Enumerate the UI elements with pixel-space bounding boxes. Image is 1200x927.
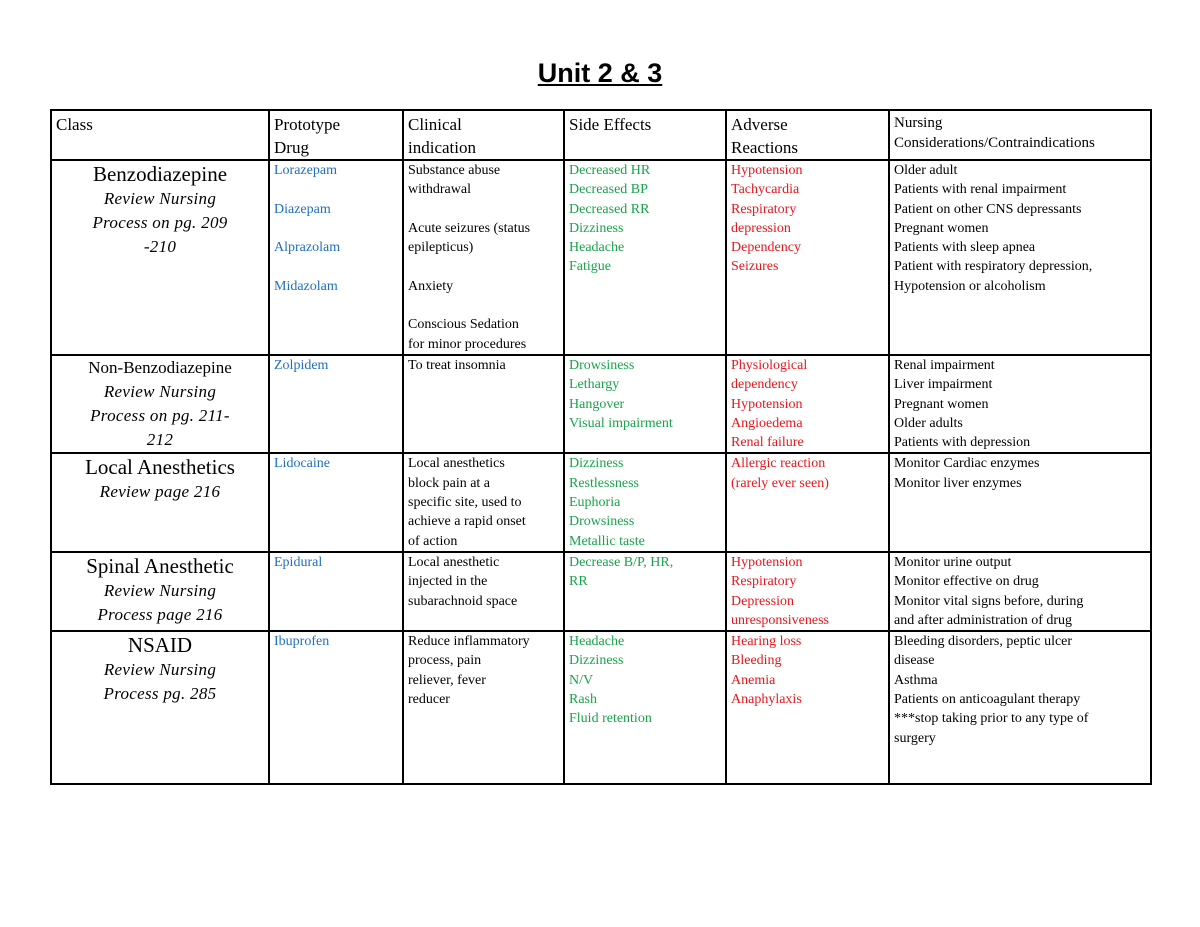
page-title: Unit 2 & 3: [537, 58, 663, 88]
cell-line: achieve a rapid onset: [408, 514, 526, 530]
cell-line: Renal failure: [731, 435, 804, 451]
cell-line: Local anesthetics: [408, 456, 505, 472]
header-clinical: Clinical indication: [403, 110, 564, 160]
cell-line: Patients on anticoagulant therapy: [894, 692, 1081, 708]
cell-line: disease: [894, 653, 935, 669]
cell-line: Bleeding disorders, peptic ulcer: [894, 634, 1073, 650]
cell-line: Dizziness: [569, 220, 624, 236]
cell-line: Headache: [569, 240, 625, 256]
table-row: [51, 355, 1151, 453]
cell-line: Dizziness: [569, 456, 624, 472]
cell-line: injected in the: [408, 574, 488, 590]
side-effects-cell: [564, 355, 726, 453]
cell-line: Headache: [569, 634, 625, 650]
prototype-cell: [269, 160, 403, 355]
cell-line: Rash: [569, 692, 597, 708]
cell-line: Monitor effective on drug: [894, 574, 1039, 590]
cell-line: Hypotension: [731, 396, 803, 412]
nursing-cell: [889, 453, 1151, 551]
header-row: [51, 110, 1151, 160]
header-side-effects: Side Effects: [564, 110, 726, 160]
class-cell: Local Anesthetics Review page 216: [51, 453, 269, 551]
cell-line: Decreased HR: [569, 163, 651, 178]
cell-line: Physiological: [731, 357, 808, 373]
cell-line: Monitor liver enzymes: [894, 475, 1022, 491]
cell-line: Hangover: [569, 396, 625, 412]
cell-line: Monitor urine output: [894, 554, 1012, 570]
prototype-cell: [269, 355, 403, 453]
nursing-cell: [889, 552, 1151, 631]
cell-line: Patients with renal impairment: [894, 182, 1067, 198]
cell-line: Euphoria: [569, 495, 621, 511]
cell-line: RR: [569, 574, 588, 590]
cell-line: Patients with sleep apnea: [894, 240, 1036, 256]
cell-line: Decreased BP: [569, 182, 648, 198]
cell-line: Reduce inflammatory: [408, 634, 530, 650]
adverse-cell: [726, 160, 889, 355]
cell-line: reducer: [408, 692, 450, 708]
cell-line: Restlessness: [569, 475, 639, 491]
cell-line: Hypotension: [731, 163, 803, 178]
table-row: [51, 631, 1151, 784]
side-effects-cell: [564, 453, 726, 551]
table-row: [51, 160, 1151, 355]
cell-line: Older adult: [894, 163, 958, 178]
class-cell: Spinal Anesthetic Review Nursing Process page 216: [51, 552, 269, 631]
cell-line: Seizures: [731, 259, 779, 275]
cell-line: Anemia: [731, 672, 776, 688]
drug-name: Midazolam: [274, 278, 338, 294]
adverse-cell: [726, 453, 889, 551]
cell-line: Fatigue: [569, 259, 611, 275]
cell-line: Bleeding: [731, 653, 782, 669]
cell-line: Lethargy: [569, 377, 620, 393]
cell-line: Fluid retention: [569, 711, 652, 727]
cell-line: Epidural: [274, 554, 323, 570]
cell-line: Monitor vital signs before, during: [894, 593, 1084, 609]
cell-line: Asthma: [894, 672, 938, 688]
drug-name: Alprazolam: [274, 240, 341, 256]
class-cell: Non-Benzodiazepine Review Nursing Process on pg. 211- 212: [51, 355, 269, 453]
cell-line: Tachycardia: [731, 182, 800, 198]
cell-line: Pregnant women: [894, 220, 989, 236]
side-effects-cell: [564, 552, 726, 631]
cell-line: Renal impairment: [894, 357, 995, 373]
header-adverse: Adverse Reactions: [726, 110, 889, 160]
cell-line: Dizziness: [569, 653, 624, 669]
adverse-cell: [726, 631, 889, 784]
drug-name: Lorazepam: [274, 163, 337, 178]
cell-line: Liver impairment: [894, 377, 993, 393]
cell-line: Patients with depression: [894, 435, 1031, 451]
cell-line: Allergic reaction: [731, 456, 826, 472]
cell-line: Drowsiness: [569, 514, 635, 530]
cell-line: (rarely ever seen): [731, 475, 829, 491]
table-row: [51, 552, 1151, 631]
cell-line: Respiratory: [731, 201, 797, 217]
cell-line: of action: [408, 533, 458, 549]
cell-line: Drowsiness: [569, 357, 635, 373]
class-cell: Benzodiazepine Review Nursing Process on pg. 209 -210: [51, 160, 269, 355]
cell-line: and after administration of drug: [894, 612, 1073, 628]
cell-line: Hearing loss: [731, 634, 802, 650]
clinical-cell: [403, 631, 564, 784]
cell-line: depression: [731, 220, 791, 236]
cell-line: Depression: [731, 593, 794, 609]
cell-line: Monitor Cardiac enzymes: [894, 456, 1040, 472]
header-nursing: Nursing Considerations/Contraindications: [889, 110, 1151, 160]
adverse-cell: [726, 355, 889, 453]
cell-line: specific site, used to: [408, 495, 522, 511]
cell-line: block pain at a: [408, 475, 491, 491]
cell-line: subarachnoid space: [408, 593, 518, 609]
cell-line: Pregnant women: [894, 396, 989, 412]
cell-line: Hypotension: [731, 554, 803, 570]
nursing-cell: [889, 355, 1151, 453]
prototype-cell: [269, 453, 403, 551]
cell-line: dependency: [731, 377, 798, 393]
side-effects-cell: [564, 160, 726, 355]
cell-line: Metallic taste: [569, 533, 645, 549]
drug-table: [50, 109, 1152, 785]
table-row: [51, 453, 1151, 551]
cell-line: Hypotension or alcoholism: [894, 278, 1046, 294]
cell-line: reliever, fever: [408, 672, 486, 688]
cell-line: process, pain: [408, 653, 482, 669]
adverse-cell: [726, 552, 889, 631]
cell-line: Local anesthetic: [408, 554, 500, 570]
side-effects-cell: [564, 631, 726, 784]
cell-line: Dependency: [731, 240, 801, 256]
clinical-cell: Substance abuse withdrawal Acute seizures (status epilepticus) Anxiety Conscious Sedation for minor procedures: [403, 160, 564, 355]
cell-line: surgery: [894, 730, 936, 746]
cell-line: Patient on other CNS depressants: [894, 201, 1082, 217]
nursing-cell: [889, 160, 1151, 355]
prototype-cell: [269, 631, 403, 784]
nursing-cell: [889, 631, 1151, 784]
header-prototype: Prototype Drug: [269, 110, 403, 160]
cell-line: Lidocaine: [274, 456, 330, 472]
clinical-cell: [403, 355, 564, 453]
class-cell: NSAID Review Nursing Process pg. 285: [51, 631, 269, 784]
cell-line: unresponsiveness: [731, 612, 829, 628]
cell-line: Decrease B/P, HR,: [569, 554, 674, 570]
clinical-cell: [403, 552, 564, 631]
cell-line: Visual impairment: [569, 415, 673, 431]
cell-line: Zolpidem: [274, 357, 329, 373]
cell-line: Older adults: [894, 415, 963, 431]
cell-line: ***stop taking prior to any type of: [894, 711, 1089, 727]
cell-line: Ibuprofen: [274, 634, 330, 650]
cell-line: To treat insomnia: [408, 357, 506, 373]
prototype-cell: [269, 552, 403, 631]
drug-name: Diazepam: [274, 201, 331, 217]
cell-line: Patient with respiratory depression,: [894, 259, 1093, 275]
cell-line: Angioedema: [731, 415, 803, 431]
cell-line: N/V: [569, 672, 594, 688]
cell-line: Anaphylaxis: [731, 692, 802, 708]
clinical-cell: [403, 453, 564, 551]
cell-line: Respiratory: [731, 574, 797, 590]
cell-line: Decreased RR: [569, 201, 650, 217]
header-class: Class: [51, 110, 269, 160]
